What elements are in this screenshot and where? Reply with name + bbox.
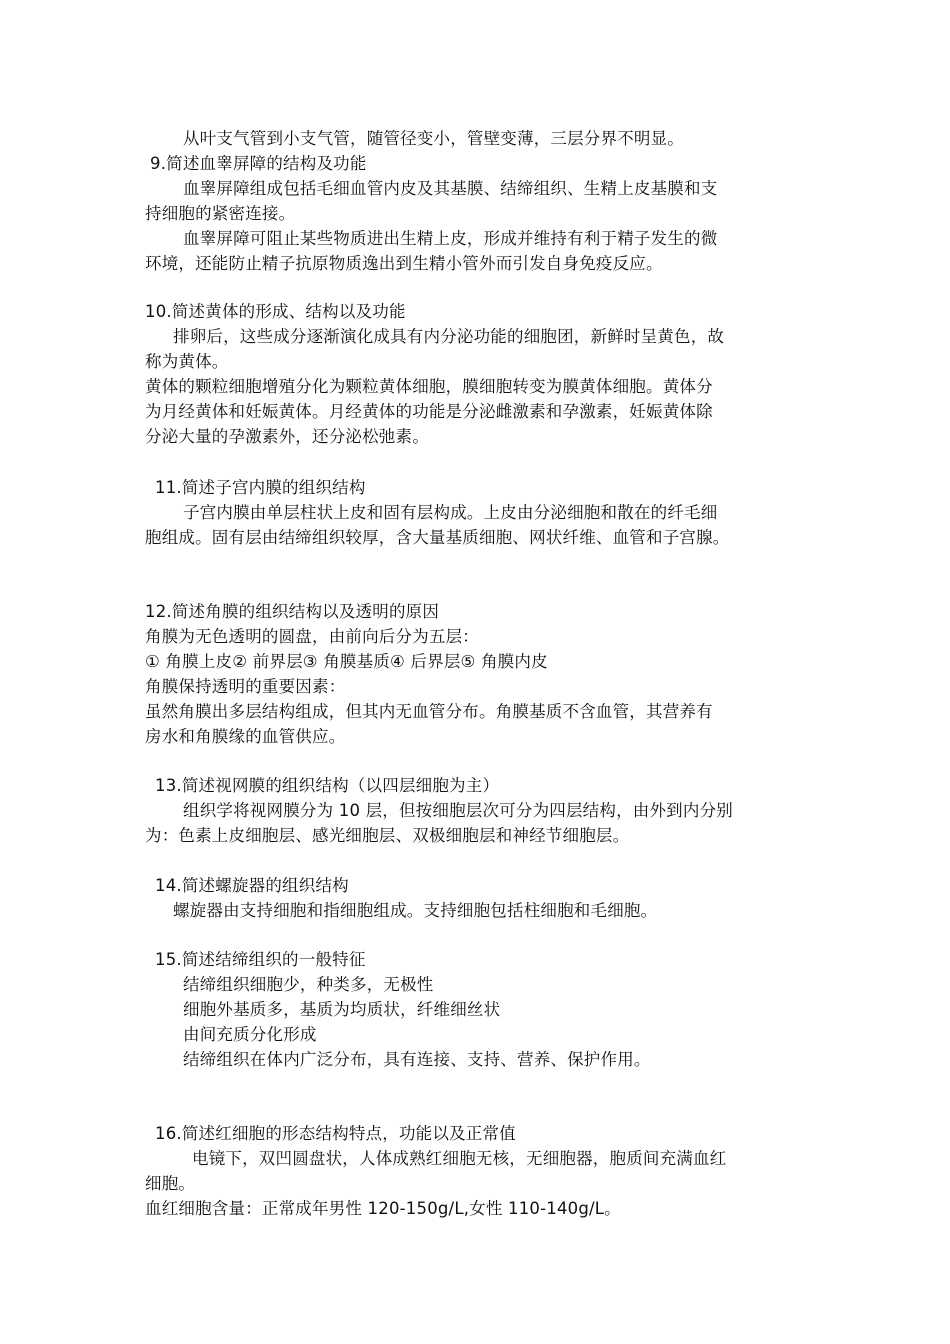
text-line: 子宫内膜由单层柱状上皮和固有层构成。上皮由分泌细胞和散在的纤毛细 — [183, 503, 718, 522]
text-line: ① 角膜上皮② 前界层③ 角膜基质④ 后界层⑤ 角膜内皮 — [145, 652, 548, 671]
text-line: 排卵后，这些成分逐渐演化成具有内分泌功能的细胞团，新鲜时呈黄色，故 — [173, 327, 725, 346]
text-line: 分泌大量的孕激素外，还分泌松弛素。 — [145, 427, 429, 446]
text-line: 持细胞的紧密连接。 — [145, 204, 296, 223]
text-line: 组织学将视网膜分为 10 层，但按细胞层次可分为四层结构，由外到内分别 — [183, 801, 733, 820]
question-heading: 13.简述视网膜的组织结构（以四层细胞为主） — [155, 776, 500, 795]
list-item: 由间充质分化形成 — [183, 1025, 317, 1044]
list-item: 结缔组织细胞少，种类多，无极性 — [183, 975, 434, 994]
question-heading: 16.简述红细胞的形态结构特点，功能以及正常值 — [155, 1124, 516, 1143]
text-line: 螺旋器由支持细胞和指细胞组成。支持细胞包括柱细胞和毛细胞。 — [173, 901, 658, 920]
text-line: 黄体的颗粒细胞增殖分化为颗粒黄体细胞，膜细胞转变为膜黄体细胞。黄体分 — [145, 377, 713, 396]
text-line: 血睾屏障组成包括毛细血管内皮及其基膜、结缔组织、生精上皮基膜和支 — [183, 179, 718, 198]
question-heading: 10.简述黄体的形成、结构以及功能 — [145, 302, 406, 321]
text-line: 血睾屏障可阻止某些物质进出生精上皮，形成并维持有利于精子发生的微 — [183, 229, 718, 248]
text-line: 为：色素上皮细胞层、感光细胞层、双极细胞层和神经节细胞层。 — [145, 826, 630, 845]
text-line: 角膜保持透明的重要因素： — [145, 677, 346, 696]
text-line: 角膜为无色透明的圆盘，由前向后分为五层： — [145, 627, 479, 646]
text-line: 细胞。 — [145, 1174, 196, 1193]
text-line: 为月经黄体和妊娠黄体。月经黄体的功能是分泌雌激素和孕激素，妊娠黄体除 — [145, 402, 713, 421]
text-line: 电镜下，双凹圆盘状，人体成熟红细胞无核，无细胞器，胞质间充满血红 — [192, 1149, 727, 1168]
question-heading: 15.简述结缔组织的一般特征 — [155, 950, 366, 969]
list-item: 结缔组织在体内广泛分布，具有连接、支持、营养、保护作用。 — [183, 1050, 651, 1069]
text-line: 环境，还能防止精子抗原物质逸出到生精小管外而引发自身免疫反应。 — [145, 254, 663, 273]
question-heading: 9.简述血睾屏障的结构及功能 — [150, 154, 367, 173]
text-line: 虽然角膜出多层结构组成，但其内无血管分布。角膜基质不含血管，其营养有 — [145, 702, 713, 721]
question-heading: 11.简述子宫内膜的组织结构 — [155, 478, 366, 497]
text-line: 房水和角膜缘的血管供应。 — [145, 727, 346, 746]
text-line: 称为黄体。 — [145, 352, 229, 371]
text-line: 胞组成。固有层由结缔组织较厚，含大量基质细胞、网状纤维、血管和子宫腺。 — [145, 528, 730, 547]
text-line: 血红细胞含量：正常成年男性 120-150g/L,女性 110-140g/L。 — [145, 1199, 621, 1218]
text-line: 从叶支气管到小支气管，随管径变小，管壁变薄，三层分界不明显。 — [183, 129, 684, 148]
question-heading: 14.简述螺旋器的组织结构 — [155, 876, 349, 895]
list-item: 细胞外基质多，基质为均质状，纤维细丝状 — [183, 1000, 501, 1019]
question-heading: 12.简述角膜的组织结构以及透明的原因 — [145, 602, 440, 621]
